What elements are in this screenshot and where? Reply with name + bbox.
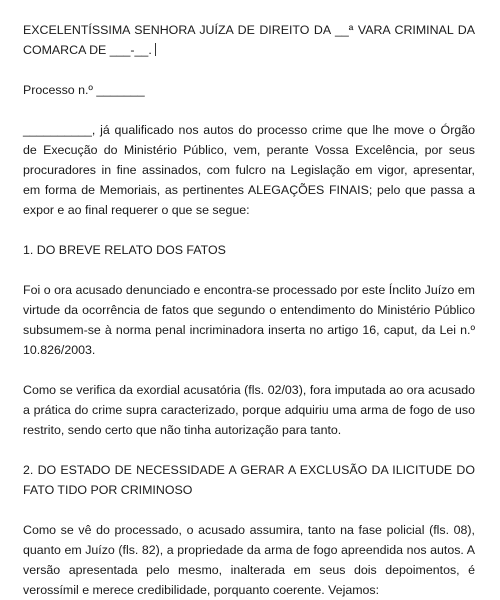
addressee-paragraph bbox=[23, 20, 475, 60]
section-2-paragraph-1: Como se vê do processado, o acusado assumira, tanto na fase policial (fls. 08), quanto em Juízo (fls. 82), a propriedade da arma de fogo apreendida nos autos. A versão apresentada pelo mesmo, inalterada em seus dois depoimentos, é verossímil e merece credibilidade, porquanto coerente. Vejamos: bbox=[23, 523, 475, 597]
addressee-text: EXCELENTÍSSIMA SENHORA JUÍZA DE DIREITO DA __ª VARA CRIMINAL DA COMARCA DE ___-__. bbox=[23, 23, 475, 57]
section-2-heading: 2. DO ESTADO DE NECESSIDADE A GERAR A EXCLUSÃO DA ILICITUDE DO FATO TIDO POR CRIMINOSO bbox=[23, 463, 475, 497]
intro-paragraph: __________, já qualificado nos autos do processo crime que lhe move o Órgão de Execução do Ministério Público, vem, perante Vossa Excelência, por seus procuradores in fine assinados, com fulcro na Legislação em vigor, apresentar, em forma de Memoriais, as pertinentes ALEGAÇÕES FINAIS; pelo que passa a expor e ao final requerer o que se segue: bbox=[23, 123, 475, 217]
legal-document bbox=[23, 20, 475, 600]
section-1-paragraph-1: Foi o ora acusado denunciado e encontra-se processado por este Ínclito Juízo em virtude da ocorrência de fatos que segundo o entendimento do Ministério Público subsumem-se à norma penal incriminadora inserta no artigo 16, caput, da Lei n.º 10.826/2003. bbox=[23, 283, 475, 357]
section-1-heading: 1. DO BREVE RELATO DOS FATOS bbox=[23, 243, 226, 257]
section-1-paragraph-2: Como se verifica da exordial acusatória (fls. 02/03), fora imputada ao ora acusado a prática do crime supra caracterizado, porque adquiriu uma arma de fogo de uso restrito, sendo certo que não tinha autorização para tanto. bbox=[23, 383, 475, 437]
text-cursor bbox=[155, 43, 156, 56]
process-number: Processo n.º _______ bbox=[23, 83, 145, 97]
